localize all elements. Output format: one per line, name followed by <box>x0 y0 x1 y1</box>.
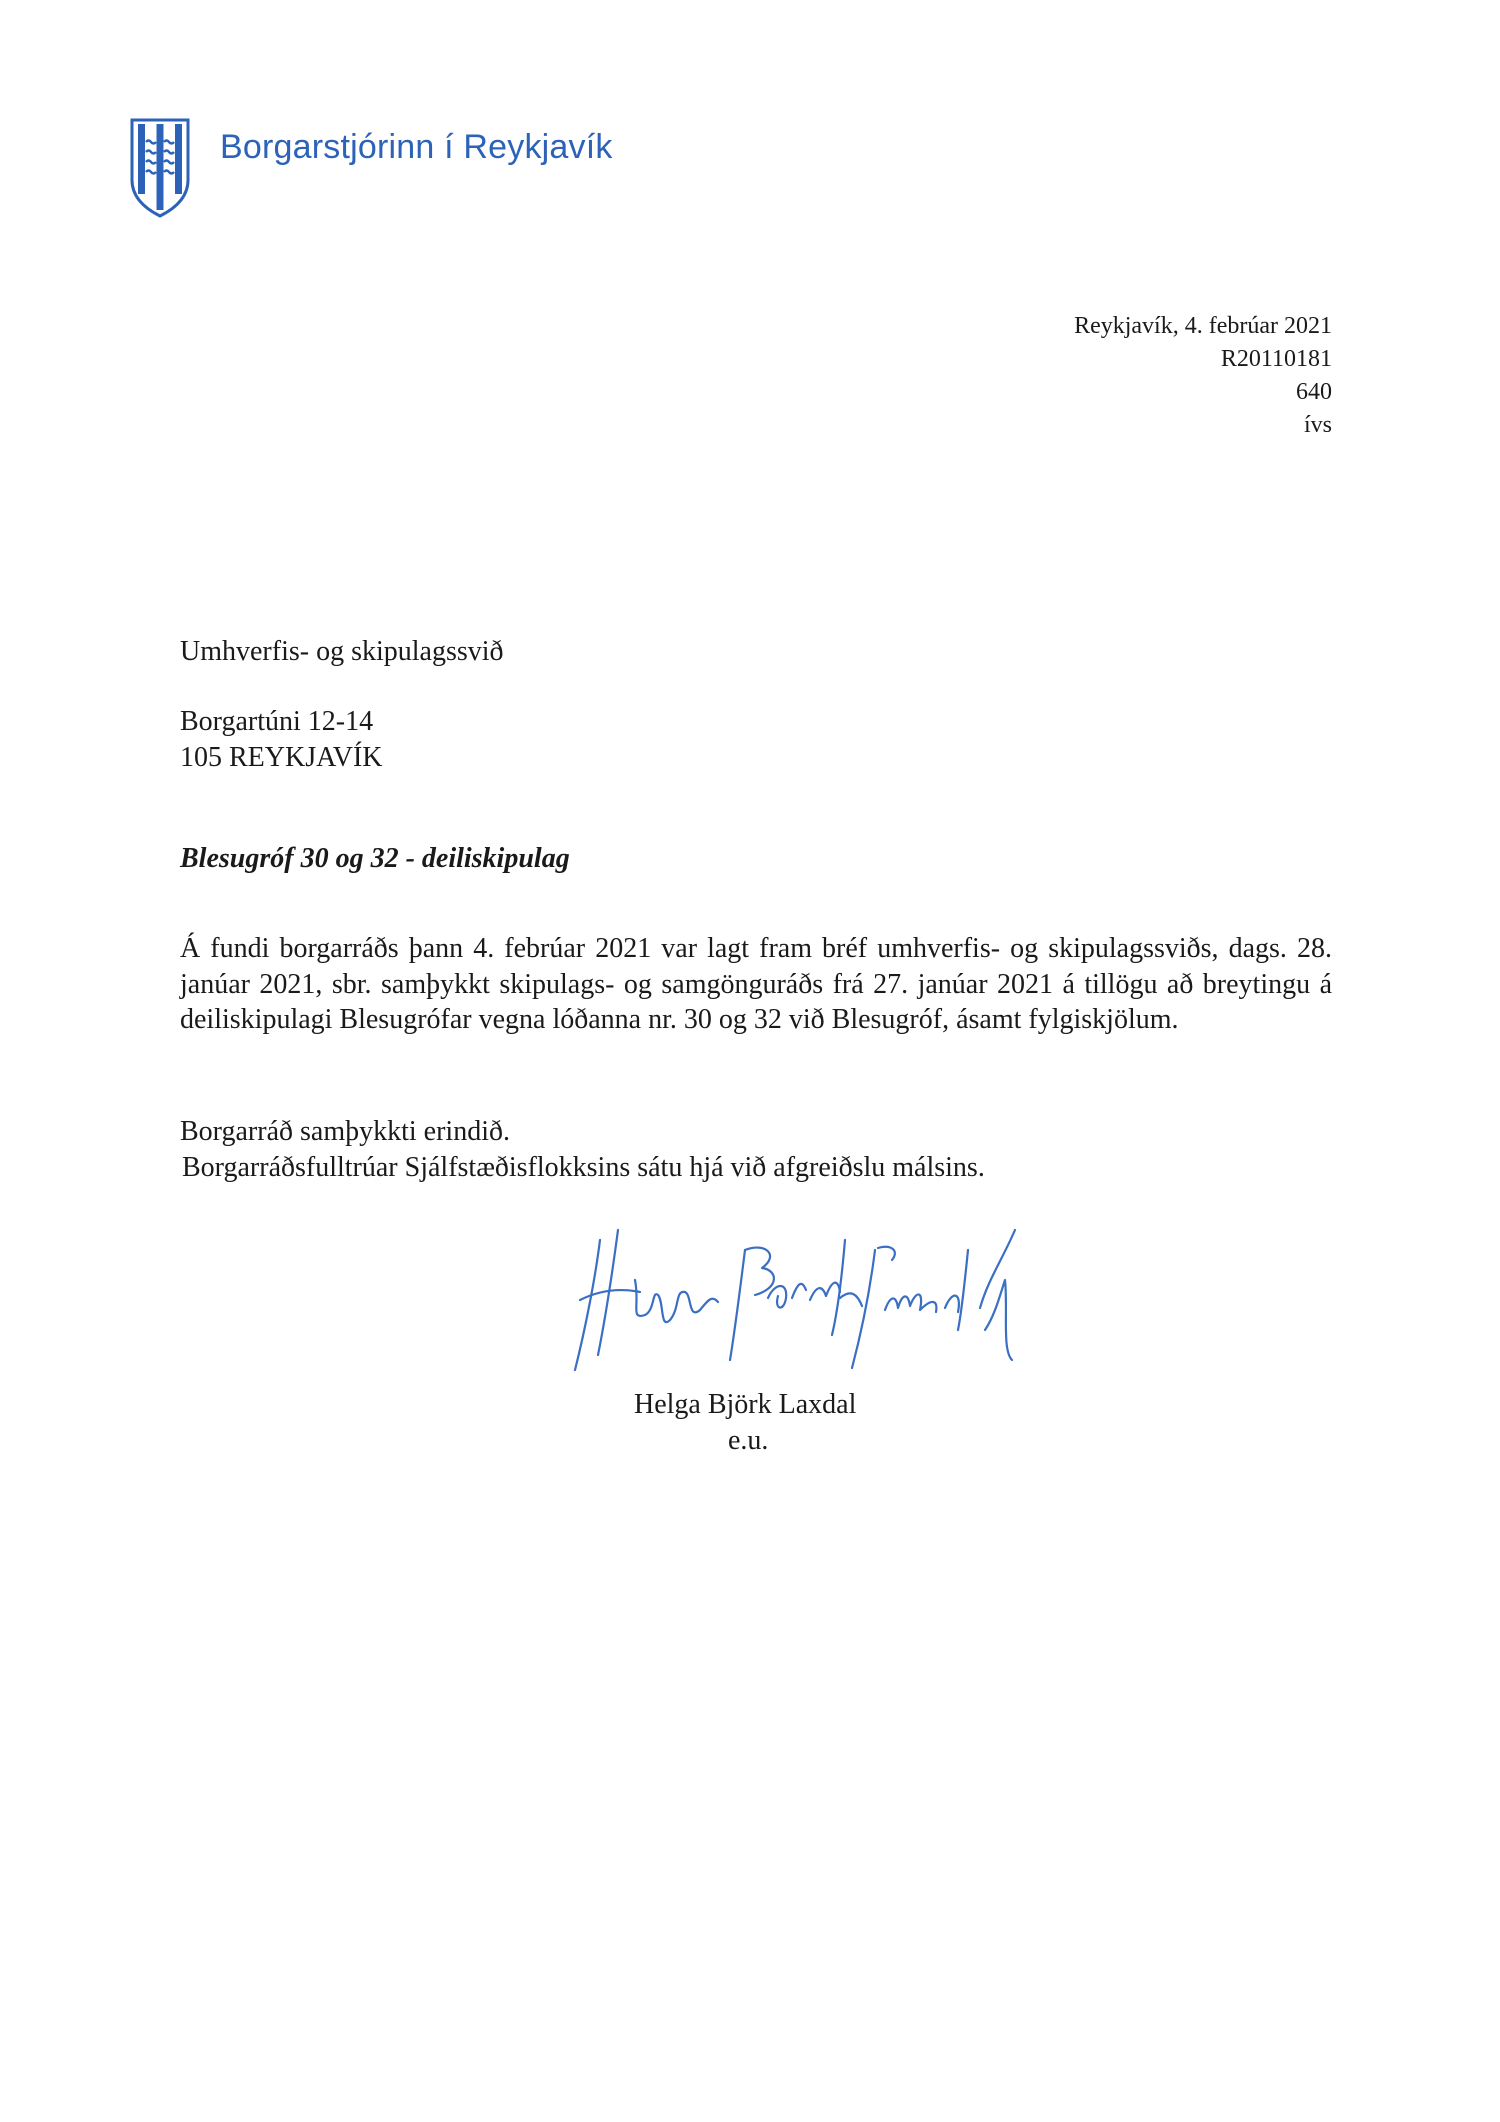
signer-name: Helga Björk Laxdal <box>634 1389 857 1420</box>
handwritten-signature-icon <box>540 1220 1040 1380</box>
reference-code: 640 <box>1296 379 1332 405</box>
decision-text: Borgarráð samþykkti erindið. <box>180 1116 510 1147</box>
body-paragraph: Á fundi borgarráðs þann 4. febrúar 2021 var lagt fram bréf umhverfis- og skipulagssviðs, dags. 28. janúar 2021, sbr. samþykkt skipulags- og samgönguráðs frá 27. janúar 2021 á tillögu að breytingu á deiliskipulagi Blesugrófar vegna lóðanna nr. 30 og 32 við Blesugróf, ásamt fylgiskjölum. <box>180 933 1332 1035</box>
letter-meta <box>1074 310 1332 442</box>
recipient-street: Borgartúni 12-14 <box>180 706 374 737</box>
case-number: R20110181 <box>1220 346 1332 372</box>
coat-of-arms-icon <box>130 118 190 218</box>
organization-name: Borgarstjórinn í Reykjavík <box>220 128 613 166</box>
signer-note: e.u. <box>728 1425 769 1456</box>
abstention-text: Borgarráðsfulltrúar Sjálfstæðisflokksins sátu hjá við afgreiðslu málsins. <box>182 1152 985 1183</box>
letter-subject: Blesugróf 30 og 32 - deiliskipulag <box>180 843 570 874</box>
place-date: Reykjavík, 4. febrúar 2021 <box>1074 313 1332 339</box>
author-initials: ívs <box>1303 412 1332 438</box>
recipient-name: Umhverfis- og skipulagssvið <box>180 636 504 667</box>
recipient-city: 105 REYKJAVÍK <box>180 742 383 773</box>
